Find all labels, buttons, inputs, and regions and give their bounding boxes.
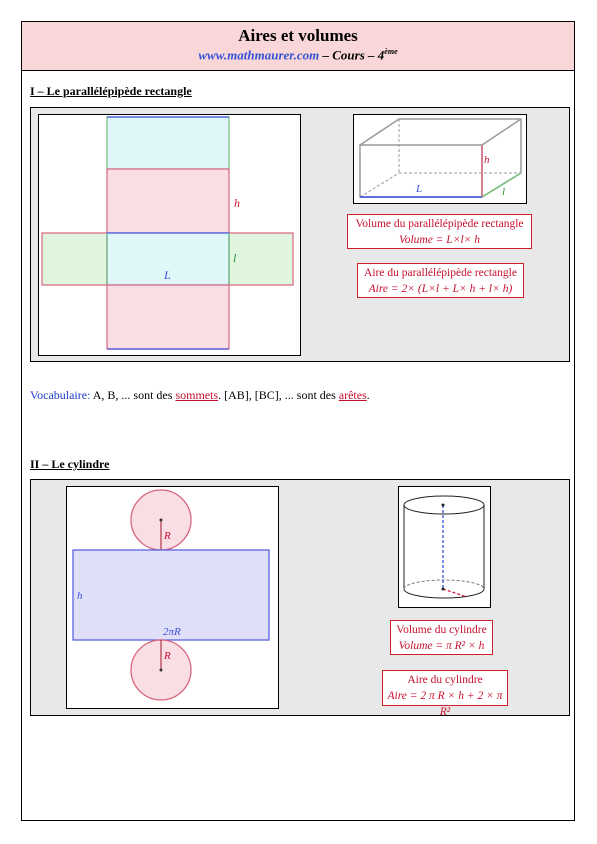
cylinder-net-label-perimeter: 2πR xyxy=(163,626,181,638)
cuboid-net-diagram xyxy=(39,115,300,355)
cylinder-3d-diagram xyxy=(399,487,490,607)
top-right-edge xyxy=(482,119,521,145)
grade-superscript: ème xyxy=(384,47,398,56)
vocabulary-text-1: A, B, ... sont des xyxy=(90,388,176,402)
cuboid-volume-expression: Volume = L×l× h xyxy=(398,234,481,246)
cylinder-volume-formula xyxy=(390,620,493,655)
cuboid-area-title: Aire du parallélépipède rectangle xyxy=(364,267,517,279)
cylinder-area-formula xyxy=(382,670,508,718)
cuboid-label-h: h xyxy=(484,154,490,166)
net-face-top-cyan xyxy=(107,117,229,169)
center-top-dot xyxy=(160,519,163,522)
section-1-title: I – Le parallélépipède rectangle xyxy=(30,84,192,98)
vocabulary-text-3: . xyxy=(366,388,370,402)
cylinder-net-label-R-top: R xyxy=(164,530,171,542)
cylinder-bottom-back xyxy=(404,580,484,589)
net-face-right-green xyxy=(229,233,293,285)
cuboid-net-panel xyxy=(38,114,301,356)
center-bottom-dot xyxy=(160,669,163,672)
cylinder-bottom-front xyxy=(404,589,484,598)
cylinder-volume-expression: Volume = π R² × h xyxy=(398,640,485,652)
vocabulary-label: Vocabulaire: xyxy=(30,388,91,402)
cylinder-net-label-h: h xyxy=(77,590,83,602)
term-aretes: arêtes xyxy=(338,388,367,402)
page-subtitle xyxy=(22,47,574,63)
cylinder-top-center xyxy=(442,504,445,507)
cuboid-label-L: L xyxy=(416,183,423,195)
cuboid-3d-diagram xyxy=(354,115,526,203)
cylinder-radius xyxy=(443,589,467,597)
net-label-L: L xyxy=(164,268,171,282)
cylinder-net-diagram xyxy=(67,487,278,708)
net-label-h: h xyxy=(234,196,240,210)
section-2-box xyxy=(30,479,570,716)
cylinder-net-label-R-bottom: R xyxy=(164,650,171,662)
net-face-pink-lower xyxy=(107,285,229,349)
vocabulary-text-2: . [AB], [BC], ... sont des xyxy=(218,388,339,402)
cuboid-label-l: l xyxy=(502,186,506,198)
net-label-l: l xyxy=(233,251,237,265)
back-edges xyxy=(360,119,521,197)
net-face-left-green xyxy=(42,233,107,285)
cylinder-volume-title: Volume du cylindre xyxy=(396,624,487,636)
site-link[interactable]: www.mathmaurer.com xyxy=(198,47,320,63)
cylinder-area-title: Aire du cylindre xyxy=(407,674,483,686)
cylinder-net-panel xyxy=(66,486,279,709)
cylinder-3d-panel xyxy=(398,486,491,608)
net-face-pink-upper xyxy=(107,169,229,233)
cuboid-volume-title: Volume du parallélépipède rectangle xyxy=(355,218,524,230)
term-sommets: sommets xyxy=(175,388,219,402)
page-header xyxy=(22,22,574,71)
page-title: Aires et volumes xyxy=(238,26,358,45)
cuboid-3d-panel xyxy=(353,114,527,204)
cuboid-area-formula xyxy=(357,263,524,298)
cylinder-bottom-center xyxy=(442,588,445,591)
course-label: – Cours – 4 xyxy=(319,47,385,63)
section-1-box xyxy=(30,107,570,362)
cylinder-area-expression: Aire = 2 π R × h + 2 × π R² xyxy=(387,690,503,718)
vocabulary-line xyxy=(30,388,370,403)
hidden-edge-depth xyxy=(360,173,399,197)
section-2-title: II – Le cylindre xyxy=(30,457,110,471)
cuboid-area-expression: Aire = 2× (L×l + L× h + l× h) xyxy=(368,283,513,295)
cuboid-volume-formula xyxy=(347,214,532,249)
